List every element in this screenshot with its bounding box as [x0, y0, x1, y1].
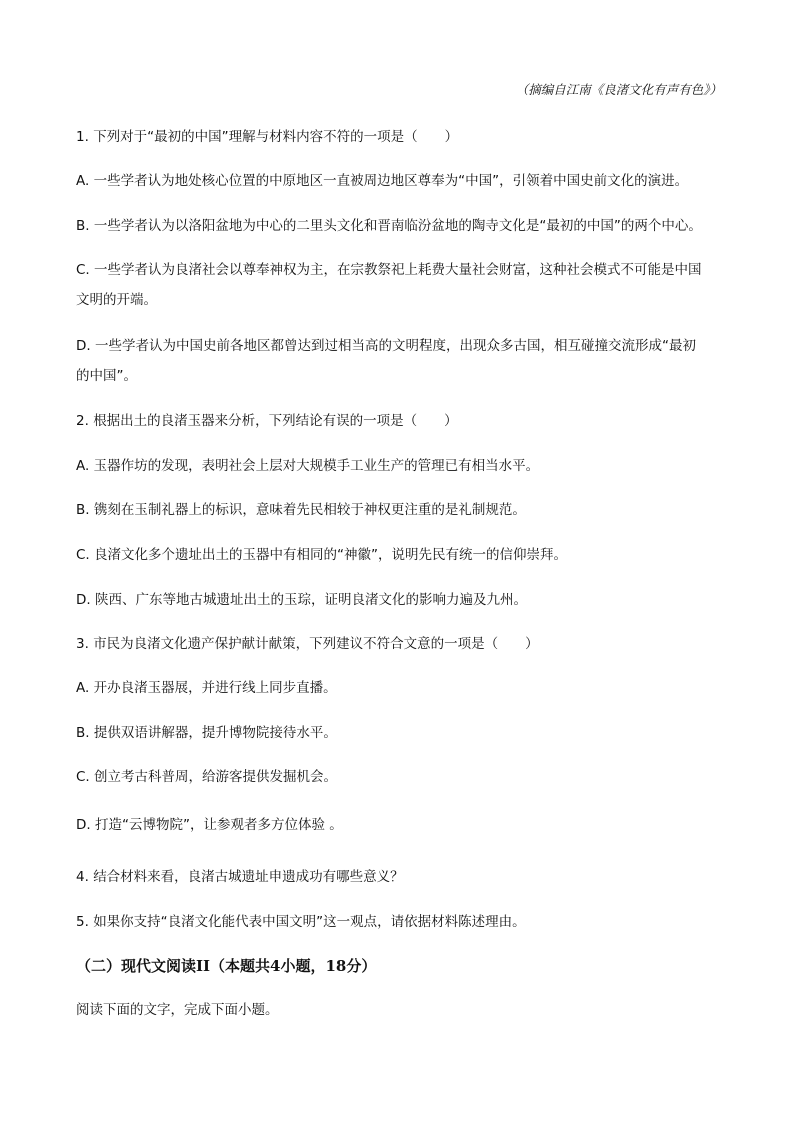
question-5-stem: [76, 912, 726, 932]
question-1-option-b: [76, 216, 726, 236]
option-text: 创立考古科普周，给游客提供发掘机会。: [94, 769, 338, 785]
option-text: 一些学者认为以洛阳盆地为中心的二里头文化和晋南临汾盆地的陶寺文化是“最初的中国”的两个中心。: [93, 218, 702, 234]
question-1-option-d-continued: 的中国”。: [76, 368, 137, 384]
question-3-option-b: [76, 723, 726, 743]
question-3-option-c: [76, 767, 726, 787]
option-label: A.: [76, 458, 90, 474]
option-label: D.: [76, 338, 91, 354]
option-text: 良渚文化多个遗址出土的玉器中有相同的“神徽”，说明先民有统一的信仰崇拜。: [94, 547, 568, 563]
option-label: C.: [76, 547, 90, 563]
question-1-stem: [76, 127, 726, 147]
question-text: 市民为良渚文化遗产保护献计献策，下列建议不符合文意的一项是（ ）: [93, 636, 539, 652]
question-3-option-a: [76, 678, 726, 698]
option-label: A.: [76, 173, 90, 189]
question-text: 下列对于“最初的中国”理解与材料内容不符的一项是（ ）: [93, 129, 459, 145]
question-text: 结合材料来看，良渚古城遗址申遗成功有哪些意义？: [93, 869, 404, 885]
question-number: 5.: [76, 914, 89, 930]
option-label: D.: [76, 817, 91, 833]
source-citation: （摘编自江南《良渚文化有声有色》）: [515, 82, 722, 97]
option-text: 提供双语讲解器，提升博物院接待水平。: [93, 725, 337, 741]
question-2-option-b: [76, 500, 726, 520]
question-1-option-a: [76, 171, 726, 191]
option-text: 陕西、广东等地古城遗址出土的玉琮，证明良渚文化的影响力遍及九州。: [94, 592, 527, 608]
option-text: 开办良渚玉器展，并进行线上同步直播。: [93, 680, 337, 696]
question-number: 1.: [76, 129, 89, 145]
option-label: D.: [76, 592, 91, 608]
question-number: 4.: [76, 869, 89, 885]
option-text: 镌刻在玉制礼器上的标识，意味着先民相较于神权更注重的是礼制规范。: [93, 502, 526, 518]
question-2-stem: [76, 411, 726, 431]
question-2-option-c: [76, 545, 726, 565]
option-text: 一些学者认为中国史前各地区都曾达到过相当高的文明程度，出现众多古国，相互碰撞交流形成“最初: [94, 338, 696, 354]
section-heading: （二）现代文阅读II（本题共4小题，18分）: [76, 957, 377, 975]
option-text: 打造“云博物院”，让参观者多方位体验 。: [94, 817, 343, 833]
option-text: 玉器作坊的发现，表明社会上层对大规模手工业生产的管理已有相当水平。: [93, 458, 540, 474]
question-1-option-d: [76, 336, 726, 356]
option-label: C.: [76, 769, 90, 785]
option-label: B.: [76, 725, 90, 741]
option-label: A.: [76, 680, 90, 696]
question-3-stem: [76, 634, 726, 654]
question-1-option-c: [76, 260, 726, 280]
question-text: 如果你支持“良渚文化能代表中国文明”这一观点，请依据材料陈述理由。: [93, 914, 526, 930]
option-text: 一些学者认为良渚社会以尊奉神权为主，在宗教祭祀上耗费大量社会财富，这种社会模式不可能是中国: [94, 262, 702, 278]
question-number: 2.: [76, 413, 89, 429]
question-2-option-a: [76, 456, 726, 476]
question-2-option-d: [76, 590, 726, 610]
question-4-stem: [76, 867, 726, 887]
question-text: 根据出土的良渚玉器来分析，下列结论有误的一项是（ ）: [93, 413, 458, 429]
option-label: B.: [76, 218, 90, 234]
option-text: 一些学者认为地处核心位置的中原地区一直被周边地区尊奉为“中国”，引领着中国史前文化的演进。: [93, 173, 689, 189]
option-label: C.: [76, 262, 90, 278]
question-1-option-c-continued: 文明的开端。: [76, 292, 157, 308]
question-number: 3.: [76, 636, 89, 652]
question-3-option-d: [76, 815, 726, 835]
option-label: B.: [76, 502, 90, 518]
reading-instruction: 阅读下面的文字，完成下面小题。: [76, 1002, 279, 1018]
